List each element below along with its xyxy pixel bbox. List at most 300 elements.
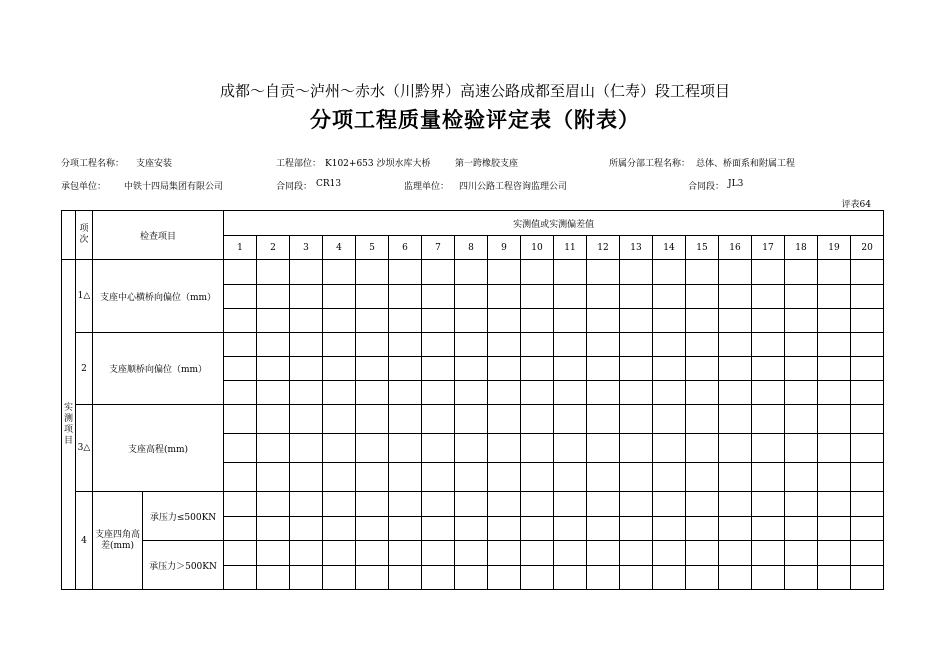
value-cell[interactable] bbox=[224, 541, 257, 566]
value-cell[interactable] bbox=[686, 381, 719, 405]
value-cell[interactable] bbox=[587, 309, 620, 333]
value-cell[interactable] bbox=[422, 517, 455, 541]
sub-item-name: 承压力＞500KN bbox=[143, 541, 224, 590]
value-cell[interactable] bbox=[290, 333, 323, 357]
value-cell[interactable] bbox=[719, 357, 752, 381]
value-cell[interactable] bbox=[389, 333, 422, 357]
value-cell[interactable] bbox=[389, 405, 422, 434]
item-header: 检查项目 bbox=[93, 211, 224, 260]
value-cell[interactable] bbox=[752, 566, 785, 590]
value-cell[interactable] bbox=[818, 333, 851, 357]
document-title: 分项工程质量检验评定表（附表） bbox=[310, 107, 640, 132]
value-cell[interactable] bbox=[653, 333, 686, 357]
column-number: 9 bbox=[488, 236, 521, 260]
value-cell[interactable] bbox=[356, 463, 389, 492]
supervisor-label: 监理单位： bbox=[404, 182, 450, 192]
value-cell[interactable] bbox=[719, 381, 752, 405]
value-cell[interactable] bbox=[785, 434, 818, 463]
column-number: 11 bbox=[554, 236, 587, 260]
value-cell[interactable] bbox=[653, 309, 686, 333]
value-cell[interactable] bbox=[752, 381, 785, 405]
value-cell[interactable] bbox=[323, 517, 356, 541]
location-label: 工程部位： bbox=[276, 159, 322, 169]
value-cell[interactable] bbox=[488, 434, 521, 463]
value-cell[interactable] bbox=[488, 381, 521, 405]
value-cell[interactable] bbox=[752, 517, 785, 541]
value-cell[interactable] bbox=[389, 285, 422, 309]
value-cell[interactable] bbox=[620, 285, 653, 309]
value-cell[interactable] bbox=[455, 463, 488, 492]
value-cell[interactable] bbox=[587, 463, 620, 492]
value-cell[interactable] bbox=[224, 333, 257, 357]
value-cell[interactable] bbox=[521, 541, 554, 566]
value-cell[interactable] bbox=[323, 357, 356, 381]
value-cell[interactable] bbox=[653, 285, 686, 309]
value-cell[interactable] bbox=[719, 309, 752, 333]
value-cell[interactable] bbox=[224, 285, 257, 309]
value-cell[interactable] bbox=[521, 357, 554, 381]
value-cell[interactable] bbox=[257, 517, 290, 541]
value-cell[interactable] bbox=[323, 381, 356, 405]
value-cell[interactable] bbox=[785, 405, 818, 434]
value-cell[interactable] bbox=[224, 434, 257, 463]
value-cell[interactable] bbox=[554, 492, 587, 517]
value-cell[interactable] bbox=[851, 517, 884, 541]
value-cell[interactable] bbox=[488, 541, 521, 566]
value-cell[interactable] bbox=[488, 492, 521, 517]
value-cell[interactable] bbox=[587, 541, 620, 566]
value-cell[interactable] bbox=[851, 463, 884, 492]
location-value: K102+653 沙坝水库大桥 bbox=[325, 159, 431, 169]
value-cell[interactable] bbox=[851, 357, 884, 381]
value-cell[interactable] bbox=[488, 463, 521, 492]
value-cell[interactable] bbox=[257, 405, 290, 434]
contract-section-label: 合同段： bbox=[276, 182, 313, 192]
value-cell[interactable] bbox=[356, 333, 389, 357]
value-cell[interactable] bbox=[818, 492, 851, 517]
value-cell[interactable] bbox=[818, 260, 851, 285]
value-cell[interactable] bbox=[620, 541, 653, 566]
value-cell[interactable] bbox=[257, 260, 290, 285]
value-cell[interactable] bbox=[488, 357, 521, 381]
value-cell[interactable] bbox=[653, 463, 686, 492]
value-cell[interactable] bbox=[785, 381, 818, 405]
value-cell[interactable] bbox=[224, 463, 257, 492]
value-cell[interactable] bbox=[257, 357, 290, 381]
value-cell[interactable] bbox=[356, 541, 389, 566]
value-cell[interactable] bbox=[521, 434, 554, 463]
value-cell[interactable] bbox=[785, 463, 818, 492]
value-cell[interactable] bbox=[818, 541, 851, 566]
value-cell[interactable] bbox=[290, 285, 323, 309]
value-cell[interactable] bbox=[719, 434, 752, 463]
value-cell[interactable] bbox=[356, 434, 389, 463]
value-cell[interactable] bbox=[290, 517, 323, 541]
value-cell[interactable] bbox=[224, 260, 257, 285]
value-cell[interactable] bbox=[686, 434, 719, 463]
value-cell[interactable] bbox=[356, 357, 389, 381]
value-cell[interactable] bbox=[422, 381, 455, 405]
value-cell[interactable] bbox=[851, 405, 884, 434]
value-cell[interactable] bbox=[521, 333, 554, 357]
value-cell[interactable] bbox=[422, 285, 455, 309]
value-cell[interactable] bbox=[785, 566, 818, 590]
item-index: 4 bbox=[76, 492, 93, 590]
value-cell[interactable] bbox=[521, 260, 554, 285]
value-cell[interactable] bbox=[851, 492, 884, 517]
value-cell[interactable] bbox=[257, 541, 290, 566]
value-cell[interactable] bbox=[488, 333, 521, 357]
value-cell[interactable] bbox=[257, 434, 290, 463]
value-cell[interactable] bbox=[290, 357, 323, 381]
value-cell[interactable] bbox=[455, 434, 488, 463]
value-cell[interactable] bbox=[455, 405, 488, 434]
column-number: 8 bbox=[455, 236, 488, 260]
sub-item-name: 承压力≤500KN bbox=[143, 492, 224, 541]
value-cell[interactable] bbox=[455, 381, 488, 405]
value-cell[interactable] bbox=[422, 309, 455, 333]
value-cell[interactable] bbox=[455, 517, 488, 541]
value-cell[interactable] bbox=[290, 434, 323, 463]
value-cell[interactable] bbox=[653, 357, 686, 381]
value-cell[interactable] bbox=[257, 333, 290, 357]
value-cell[interactable] bbox=[587, 333, 620, 357]
value-cell[interactable] bbox=[323, 333, 356, 357]
value-cell[interactable] bbox=[224, 405, 257, 434]
value-cell[interactable] bbox=[719, 566, 752, 590]
value-cell[interactable] bbox=[389, 541, 422, 566]
value-cell[interactable] bbox=[554, 405, 587, 434]
value-cell[interactable] bbox=[488, 405, 521, 434]
value-cell[interactable] bbox=[521, 566, 554, 590]
value-cell[interactable] bbox=[290, 463, 323, 492]
value-cell[interactable] bbox=[521, 285, 554, 309]
value-cell[interactable] bbox=[851, 333, 884, 357]
value-cell[interactable] bbox=[521, 492, 554, 517]
value-cell[interactable] bbox=[389, 517, 422, 541]
value-cell[interactable] bbox=[785, 309, 818, 333]
value-cell[interactable] bbox=[356, 405, 389, 434]
column-number: 10 bbox=[521, 236, 554, 260]
value-cell[interactable] bbox=[752, 463, 785, 492]
value-cell[interactable] bbox=[455, 357, 488, 381]
value-cell[interactable] bbox=[521, 405, 554, 434]
value-cell[interactable] bbox=[389, 260, 422, 285]
value-cell[interactable] bbox=[554, 285, 587, 309]
value-cell[interactable] bbox=[422, 463, 455, 492]
value-cell[interactable] bbox=[224, 309, 257, 333]
value-cell[interactable] bbox=[257, 309, 290, 333]
value-cell[interactable] bbox=[389, 309, 422, 333]
value-cell[interactable] bbox=[653, 566, 686, 590]
value-cell[interactable] bbox=[719, 517, 752, 541]
value-cell[interactable] bbox=[752, 333, 785, 357]
value-cell[interactable] bbox=[851, 566, 884, 590]
value-cell[interactable] bbox=[620, 492, 653, 517]
value-cell[interactable] bbox=[554, 333, 587, 357]
value-cell[interactable] bbox=[389, 381, 422, 405]
value-cell[interactable] bbox=[719, 492, 752, 517]
value-cell[interactable] bbox=[554, 463, 587, 492]
value-cell[interactable] bbox=[455, 333, 488, 357]
sub-project-label: 分项工程名称： bbox=[61, 159, 125, 169]
value-cell[interactable] bbox=[455, 309, 488, 333]
value-cell[interactable] bbox=[455, 260, 488, 285]
value-cell[interactable] bbox=[719, 333, 752, 357]
value-cell[interactable] bbox=[224, 517, 257, 541]
value-cell[interactable] bbox=[389, 492, 422, 517]
value-cell[interactable] bbox=[554, 381, 587, 405]
value-cell[interactable] bbox=[719, 285, 752, 309]
value-cell[interactable] bbox=[752, 434, 785, 463]
value-cell[interactable] bbox=[785, 357, 818, 381]
value-cell[interactable] bbox=[422, 357, 455, 381]
value-cell[interactable] bbox=[554, 541, 587, 566]
sub-project-value: 支座安装 bbox=[136, 159, 173, 169]
value-cell[interactable] bbox=[620, 309, 653, 333]
value-cell[interactable] bbox=[323, 541, 356, 566]
value-cell[interactable] bbox=[587, 492, 620, 517]
value-cell[interactable] bbox=[620, 405, 653, 434]
value-cell[interactable] bbox=[719, 405, 752, 434]
value-cell[interactable] bbox=[818, 357, 851, 381]
value-cell[interactable] bbox=[719, 463, 752, 492]
value-cell[interactable] bbox=[818, 285, 851, 309]
value-cell[interactable] bbox=[785, 260, 818, 285]
value-cell[interactable] bbox=[653, 434, 686, 463]
value-cell[interactable] bbox=[422, 566, 455, 590]
value-cell[interactable] bbox=[686, 333, 719, 357]
column-number: 5 bbox=[356, 236, 389, 260]
value-cell[interactable] bbox=[752, 492, 785, 517]
measured-header: 实测值或实测偏差值 bbox=[224, 211, 884, 236]
value-cell[interactable] bbox=[422, 333, 455, 357]
value-cell[interactable] bbox=[488, 309, 521, 333]
value-cell[interactable] bbox=[719, 541, 752, 566]
value-cell[interactable] bbox=[554, 357, 587, 381]
value-cell[interactable] bbox=[389, 434, 422, 463]
value-cell[interactable] bbox=[851, 260, 884, 285]
value-cell[interactable] bbox=[257, 285, 290, 309]
value-cell[interactable] bbox=[587, 566, 620, 590]
value-cell[interactable] bbox=[521, 517, 554, 541]
value-cell[interactable] bbox=[356, 517, 389, 541]
value-cell[interactable] bbox=[323, 285, 356, 309]
column-number: 15 bbox=[686, 236, 719, 260]
value-cell[interactable] bbox=[290, 492, 323, 517]
column-number: 7 bbox=[422, 236, 455, 260]
measurement-row bbox=[62, 333, 884, 357]
value-cell[interactable] bbox=[653, 381, 686, 405]
value-cell[interactable] bbox=[620, 566, 653, 590]
value-cell[interactable] bbox=[818, 405, 851, 434]
value-cell[interactable] bbox=[785, 333, 818, 357]
value-cell[interactable] bbox=[356, 381, 389, 405]
value-cell[interactable] bbox=[620, 260, 653, 285]
value-cell[interactable] bbox=[851, 381, 884, 405]
value-cell[interactable] bbox=[851, 541, 884, 566]
value-cell[interactable] bbox=[686, 463, 719, 492]
location-detail: 第一跨橡胶支座 bbox=[455, 159, 519, 169]
value-cell[interactable] bbox=[290, 260, 323, 285]
value-cell[interactable] bbox=[587, 260, 620, 285]
value-cell[interactable] bbox=[356, 309, 389, 333]
value-cell[interactable] bbox=[851, 285, 884, 309]
value-cell[interactable] bbox=[323, 434, 356, 463]
value-cell[interactable] bbox=[488, 517, 521, 541]
column-number: 18 bbox=[785, 236, 818, 260]
value-cell[interactable] bbox=[785, 541, 818, 566]
value-cell[interactable] bbox=[257, 463, 290, 492]
value-cell[interactable] bbox=[554, 309, 587, 333]
value-cell[interactable] bbox=[323, 309, 356, 333]
contractor-value: 中铁十四局集团有限公司 bbox=[124, 182, 224, 192]
value-cell[interactable] bbox=[455, 541, 488, 566]
value-cell[interactable] bbox=[653, 541, 686, 566]
parent-project-label: 所属分部工程名称： bbox=[609, 159, 691, 169]
value-cell[interactable] bbox=[686, 541, 719, 566]
form-number: 评表64 bbox=[841, 200, 871, 210]
value-cell[interactable] bbox=[752, 260, 785, 285]
value-cell[interactable] bbox=[587, 405, 620, 434]
value-cell[interactable] bbox=[455, 566, 488, 590]
value-cell[interactable] bbox=[752, 285, 785, 309]
item-name: 支座顺桥向偏位（mm） bbox=[93, 333, 224, 405]
value-cell[interactable] bbox=[818, 566, 851, 590]
value-cell[interactable] bbox=[620, 434, 653, 463]
value-cell[interactable] bbox=[620, 357, 653, 381]
value-cell[interactable] bbox=[686, 285, 719, 309]
value-cell[interactable] bbox=[554, 517, 587, 541]
column-number: 1 bbox=[224, 236, 257, 260]
index-header: 项次 bbox=[76, 211, 93, 260]
value-cell[interactable] bbox=[455, 492, 488, 517]
value-cell[interactable] bbox=[785, 517, 818, 541]
value-cell[interactable] bbox=[818, 309, 851, 333]
value-cell[interactable] bbox=[356, 492, 389, 517]
value-cell[interactable] bbox=[587, 357, 620, 381]
value-cell[interactable] bbox=[653, 260, 686, 285]
supervision-contract-value: JL3 bbox=[728, 179, 744, 189]
value-cell[interactable] bbox=[620, 381, 653, 405]
value-cell[interactable] bbox=[587, 434, 620, 463]
value-cell[interactable] bbox=[620, 463, 653, 492]
value-cell[interactable] bbox=[785, 285, 818, 309]
value-cell[interactable] bbox=[323, 492, 356, 517]
measurement-row bbox=[62, 541, 884, 566]
value-cell[interactable] bbox=[653, 405, 686, 434]
value-cell[interactable] bbox=[224, 381, 257, 405]
value-cell[interactable] bbox=[422, 541, 455, 566]
value-cell[interactable] bbox=[488, 285, 521, 309]
value-cell[interactable] bbox=[422, 434, 455, 463]
value-cell[interactable] bbox=[257, 492, 290, 517]
value-cell[interactable] bbox=[818, 434, 851, 463]
item-name: 支座中心横桥向偏位（mm） bbox=[93, 260, 224, 333]
supervision-contract-label: 合同段： bbox=[688, 182, 725, 192]
value-cell[interactable] bbox=[323, 405, 356, 434]
value-cell[interactable] bbox=[686, 357, 719, 381]
value-cell[interactable] bbox=[455, 285, 488, 309]
value-cell[interactable] bbox=[851, 434, 884, 463]
value-cell[interactable] bbox=[290, 309, 323, 333]
value-cell[interactable] bbox=[719, 260, 752, 285]
value-cell[interactable] bbox=[752, 405, 785, 434]
value-cell[interactable] bbox=[851, 309, 884, 333]
value-cell[interactable] bbox=[389, 463, 422, 492]
value-cell[interactable] bbox=[686, 260, 719, 285]
column-number: 20 bbox=[851, 236, 884, 260]
value-cell[interactable] bbox=[521, 309, 554, 333]
value-cell[interactable] bbox=[290, 541, 323, 566]
measurement-row bbox=[62, 260, 884, 285]
value-cell[interactable] bbox=[620, 517, 653, 541]
measurement-row bbox=[62, 405, 884, 434]
value-cell[interactable] bbox=[686, 517, 719, 541]
value-cell[interactable] bbox=[818, 463, 851, 492]
value-cell[interactable] bbox=[686, 492, 719, 517]
value-cell[interactable] bbox=[224, 566, 257, 590]
value-cell[interactable] bbox=[587, 381, 620, 405]
value-cell[interactable] bbox=[620, 333, 653, 357]
value-cell[interactable] bbox=[224, 357, 257, 381]
value-cell[interactable] bbox=[653, 492, 686, 517]
value-cell[interactable] bbox=[818, 381, 851, 405]
value-cell[interactable] bbox=[587, 517, 620, 541]
value-cell[interactable] bbox=[356, 285, 389, 309]
value-cell[interactable] bbox=[224, 492, 257, 517]
value-cell[interactable] bbox=[257, 566, 290, 590]
value-cell[interactable] bbox=[653, 517, 686, 541]
value-cell[interactable] bbox=[785, 492, 818, 517]
value-cell[interactable] bbox=[686, 566, 719, 590]
value-cell[interactable] bbox=[290, 405, 323, 434]
value-cell[interactable] bbox=[356, 566, 389, 590]
value-cell[interactable] bbox=[290, 381, 323, 405]
column-number: 14 bbox=[653, 236, 686, 260]
value-cell[interactable] bbox=[257, 381, 290, 405]
value-cell[interactable] bbox=[818, 517, 851, 541]
value-cell[interactable] bbox=[290, 566, 323, 590]
value-cell[interactable] bbox=[488, 260, 521, 285]
value-cell[interactable] bbox=[554, 434, 587, 463]
value-cell[interactable] bbox=[554, 260, 587, 285]
value-cell[interactable] bbox=[521, 463, 554, 492]
value-cell[interactable] bbox=[587, 285, 620, 309]
value-cell[interactable] bbox=[686, 405, 719, 434]
value-cell[interactable] bbox=[356, 260, 389, 285]
value-cell[interactable] bbox=[422, 492, 455, 517]
value-cell[interactable] bbox=[752, 541, 785, 566]
value-cell[interactable] bbox=[686, 309, 719, 333]
value-cell[interactable] bbox=[323, 566, 356, 590]
value-cell[interactable] bbox=[323, 463, 356, 492]
column-number: 6 bbox=[389, 236, 422, 260]
contract-section-value: CR13 bbox=[316, 179, 342, 189]
value-cell[interactable] bbox=[752, 357, 785, 381]
value-cell[interactable] bbox=[422, 260, 455, 285]
value-cell[interactable] bbox=[488, 566, 521, 590]
value-cell[interactable] bbox=[389, 357, 422, 381]
value-cell[interactable] bbox=[554, 566, 587, 590]
value-cell[interactable] bbox=[323, 260, 356, 285]
value-cell[interactable] bbox=[752, 309, 785, 333]
value-cell[interactable] bbox=[422, 405, 455, 434]
column-number: 3 bbox=[290, 236, 323, 260]
column-number: 16 bbox=[719, 236, 752, 260]
value-cell[interactable] bbox=[521, 381, 554, 405]
value-cell[interactable] bbox=[389, 566, 422, 590]
